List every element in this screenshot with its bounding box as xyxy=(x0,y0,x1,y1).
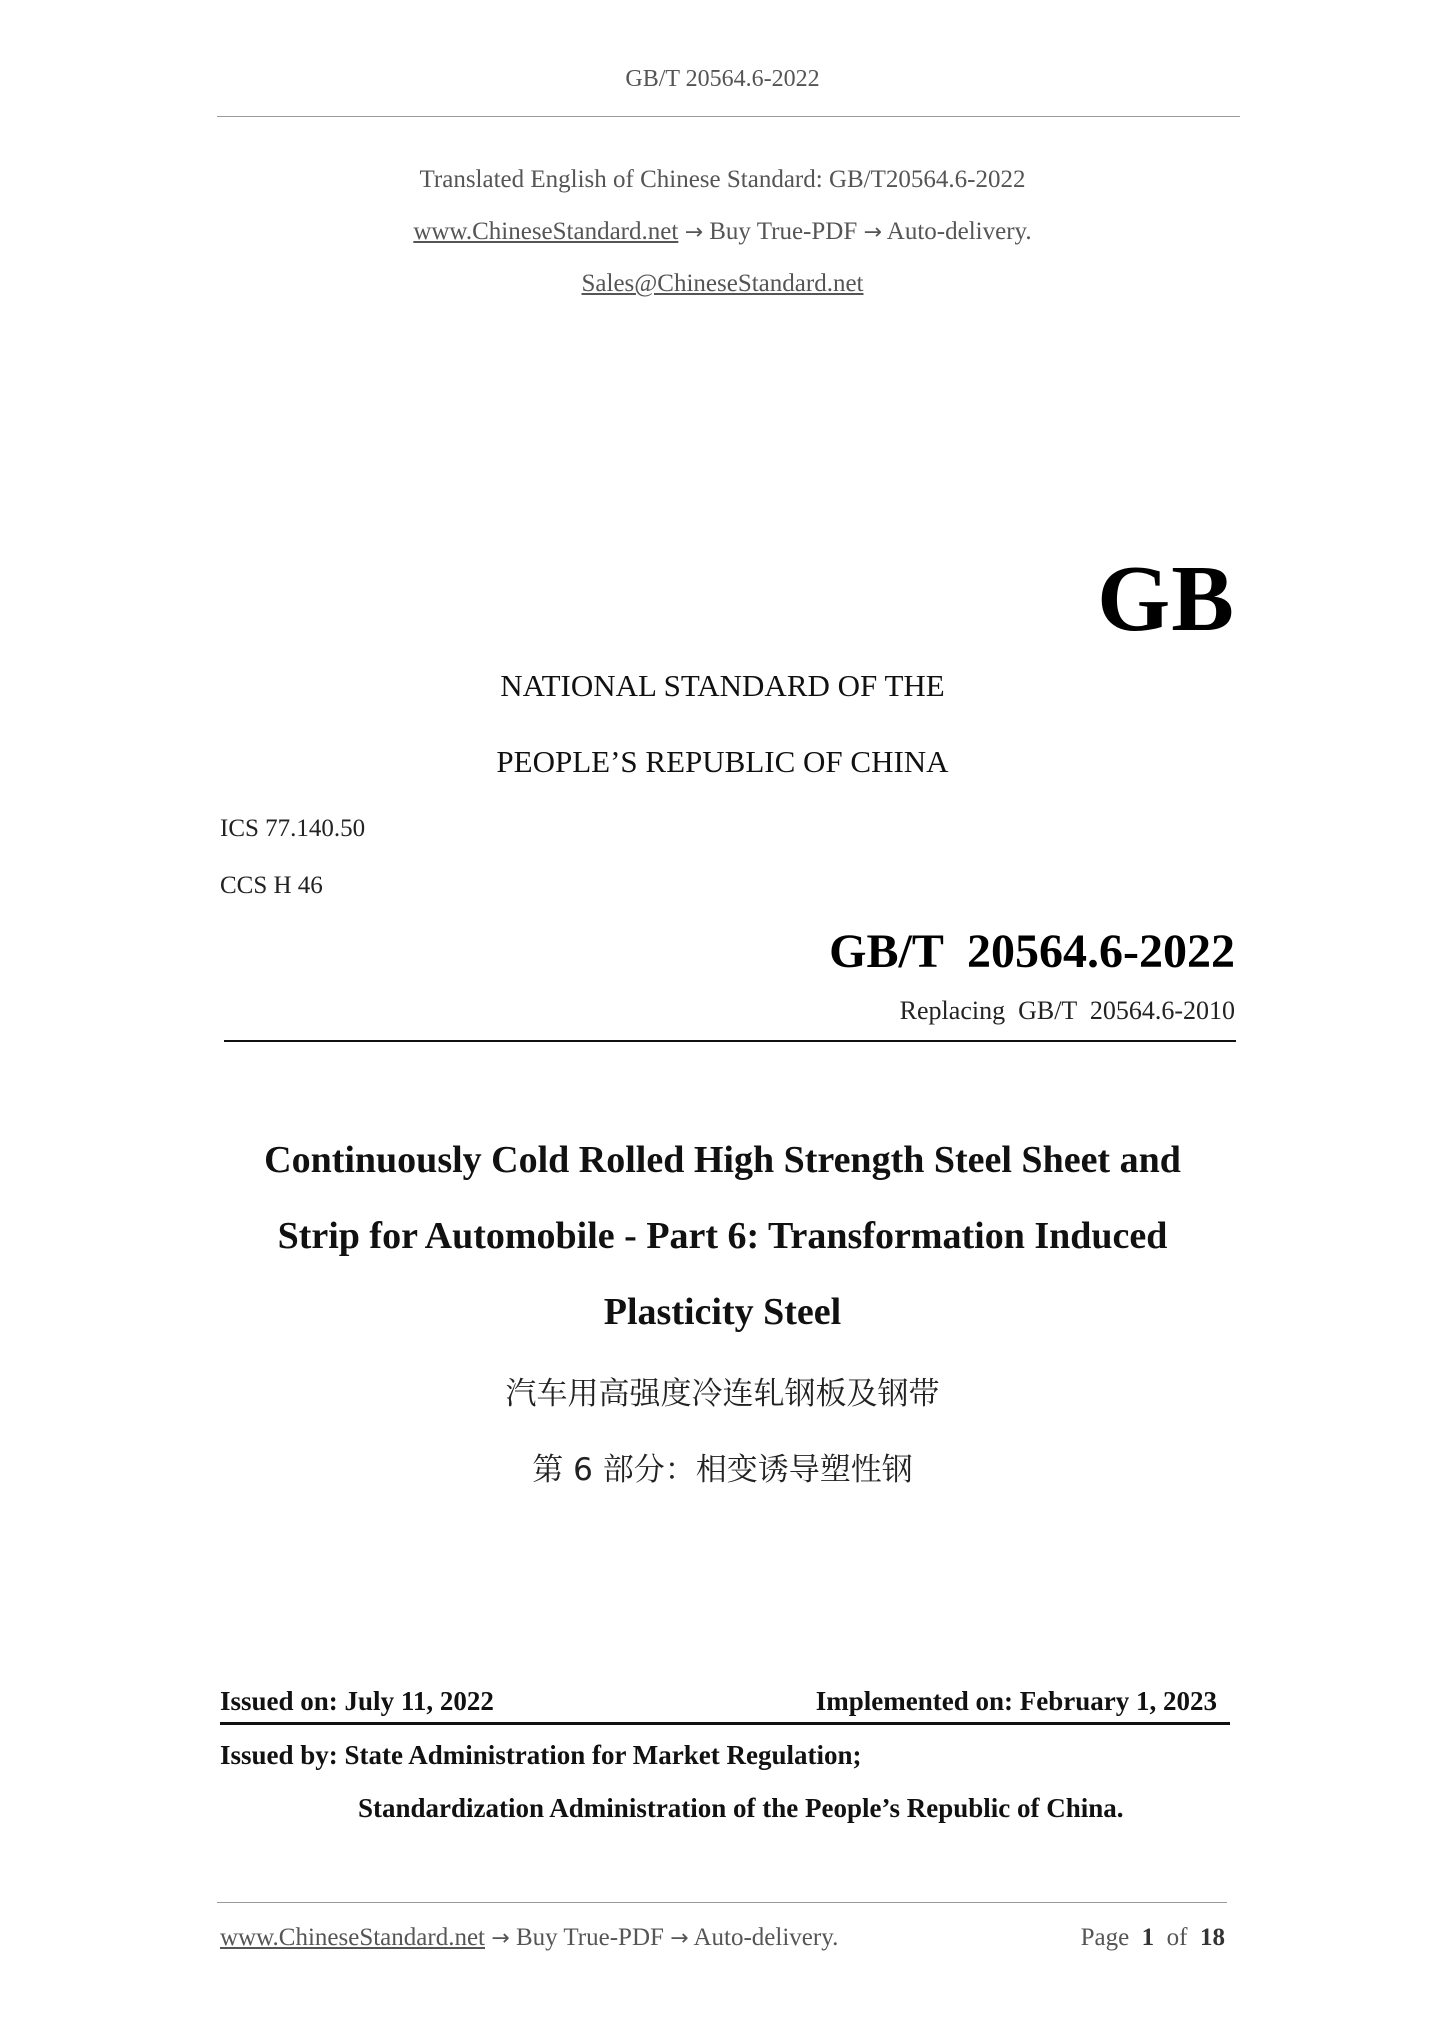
arrow-right-icon: → xyxy=(491,1926,510,1951)
ics-code: ICS 77.140.50 xyxy=(220,815,366,842)
title-chinese-line-1: 汽车用高强度冷连轧钢板及钢带 xyxy=(505,1376,940,1412)
page-label: Page xyxy=(1080,1924,1130,1951)
header-divider xyxy=(217,116,1240,117)
footer-promo xyxy=(220,1924,838,1952)
implemented-on-date: Implemented on: February 1, 2023 xyxy=(815,1686,1217,1716)
national-standard-line-1: NATIONAL STANDARD OF THE xyxy=(500,668,945,703)
title-divider xyxy=(224,1040,1236,1042)
sales-email-link[interactable]: Sales@ChineseStandard.net xyxy=(581,270,864,297)
page-total: 18 xyxy=(1200,1924,1225,1951)
title-english xyxy=(200,1122,1245,1350)
page-of-label: of xyxy=(1166,1924,1188,1951)
replacing-standard: Replacing GB/T 20564.6-2010 xyxy=(899,996,1235,1025)
email-line xyxy=(0,270,1445,298)
page-current: 1 xyxy=(1141,1924,1155,1951)
auto-delivery-text: Auto-delivery. xyxy=(886,218,1032,245)
arrow-right-icon: → xyxy=(670,1926,689,1951)
title-chinese-line-2: 第 6 部分：相变诱导塑性钢 xyxy=(532,1452,913,1488)
issued-by-second-authority: Standardization Administration of the People’s Republic of China. xyxy=(358,1793,1124,1823)
title-english-line-2: Strip for Automobile - Part 6: Transformation Induced xyxy=(277,1215,1168,1257)
footer-site-link[interactable]: www.ChineseStandard.net xyxy=(220,1924,485,1951)
translation-notice: Translated English of Chinese Standard: GB/T20564.6-2022 xyxy=(419,166,1026,193)
running-header: GB/T 20564.6-2022 xyxy=(625,66,820,92)
arrow-right-icon: → xyxy=(863,220,882,245)
title-english-line-1: Continuously Cold Rolled High Strength Steel Sheet and xyxy=(264,1139,1181,1181)
national-standard-line-2: PEOPLE’S REPUBLIC OF CHINA xyxy=(496,744,949,779)
gb-logo: GB xyxy=(1097,547,1235,651)
footer-divider xyxy=(217,1902,1227,1903)
site-link[interactable]: www.ChineseStandard.net xyxy=(413,218,679,245)
standard-number: GB/T 20564.6-2022 xyxy=(829,925,1235,978)
footer-buy-true-pdf-text: Buy True-PDF xyxy=(515,1924,664,1951)
issued-on-date: Issued on: July 11, 2022 xyxy=(220,1686,494,1716)
issued-divider xyxy=(220,1722,1230,1725)
page-number xyxy=(1081,1924,1225,1952)
issued-by: Issued by: State Administration for Market Regulation; xyxy=(220,1740,862,1770)
arrow-right-icon: → xyxy=(684,220,703,245)
promo-line xyxy=(0,218,1445,246)
title-english-line-3: Plasticity Steel xyxy=(603,1291,842,1333)
ccs-code: CCS H 46 xyxy=(220,872,323,899)
buy-true-pdf-text: Buy True-PDF xyxy=(709,218,858,245)
footer-auto-delivery-text: Auto-delivery. xyxy=(693,1924,839,1951)
